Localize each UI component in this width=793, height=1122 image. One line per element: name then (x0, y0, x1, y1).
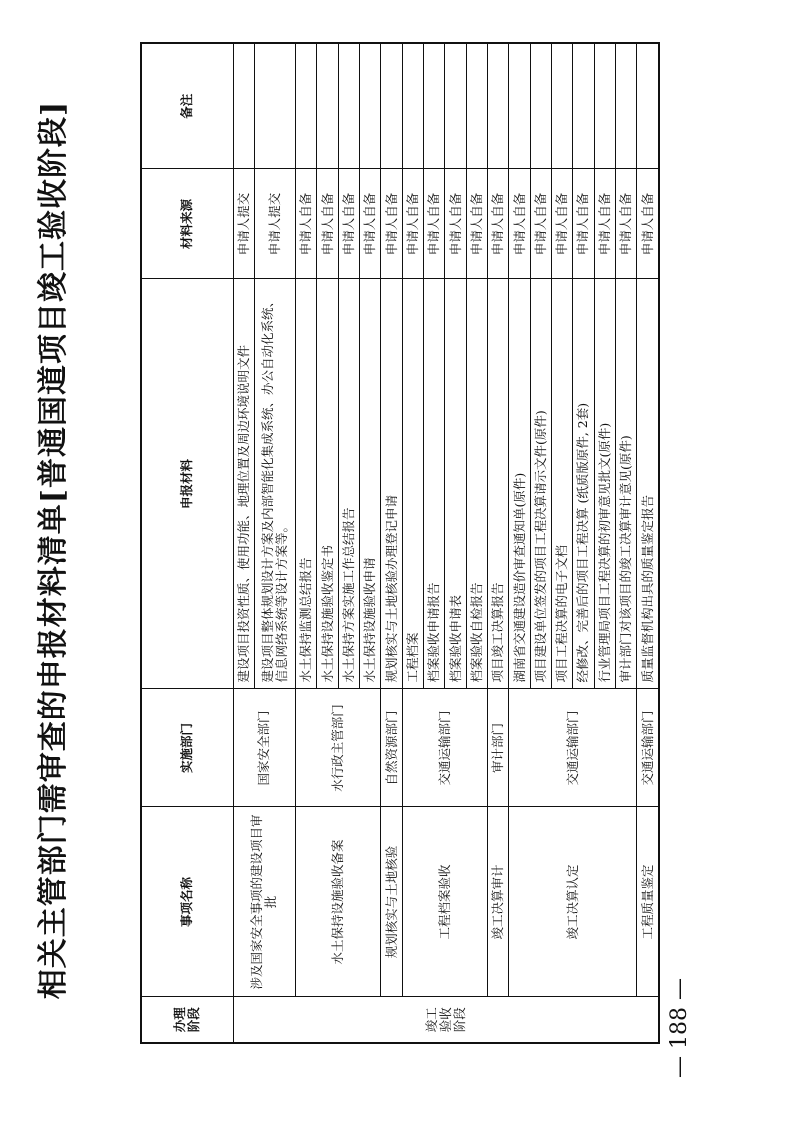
table-row (509, 43, 530, 1043)
material-cell: 档案验收申请报告 (424, 279, 445, 689)
source-cell: 申请人自备 (445, 169, 466, 279)
source-cell: 申请人自备 (615, 169, 636, 279)
material-cell: 水土保持方案实施工作总结报告 (338, 279, 359, 689)
note-cell (296, 43, 317, 169)
table-header-row (141, 43, 233, 1043)
material-cell: 档案验收自检报告 (466, 279, 487, 689)
table-row (637, 43, 659, 1043)
material-cell: 行业管理局项目工程决算的初审意见批文(原件) (594, 279, 615, 689)
material-cell: 审计部门对该项目的竣工决算审计意见(原件) (615, 279, 636, 689)
stage-cell: 竣工验收阶段 (233, 997, 659, 1043)
page-number: — 188 — (667, 978, 692, 1078)
note-cell (317, 43, 338, 169)
dept-cell: 交通运输部门 (509, 689, 637, 807)
item-cell: 竣工决算认定 (509, 807, 637, 997)
source-cell: 申请人自备 (338, 169, 359, 279)
header-source: 材料来源 (141, 169, 233, 279)
source-cell: 申请人自备 (402, 169, 423, 279)
header-material: 申报材料 (141, 279, 233, 689)
note-cell (615, 43, 636, 169)
material-cell: 水土保持监测总结报告 (296, 279, 317, 689)
note-cell (509, 43, 530, 169)
item-cell: 水土保持设施验收备案 (296, 807, 381, 997)
note-cell (573, 43, 594, 169)
dept-cell: 交通运输部门 (402, 689, 487, 807)
note-cell (381, 43, 402, 169)
source-cell: 申请人自备 (488, 169, 509, 279)
item-cell: 涉及国家安全事项的建设项目审批 (233, 807, 296, 997)
item-cell: 工程质量鉴定 (637, 807, 659, 997)
dept-cell: 国家安全部门 (233, 689, 296, 807)
table-row (488, 43, 509, 1043)
note-cell (254, 43, 295, 169)
material-cell: 档案验收申请表 (445, 279, 466, 689)
note-cell (233, 43, 254, 169)
material-cell: 水土保持设施验收申请 (360, 279, 381, 689)
source-cell: 申请人自备 (317, 169, 338, 279)
source-cell: 申请人自备 (424, 169, 445, 279)
material-cell: 项目竣工决算报告 (488, 279, 509, 689)
note-cell (552, 43, 573, 169)
source-cell: 申请人自备 (466, 169, 487, 279)
dept-cell: 交通运输部门 (637, 689, 659, 807)
header-dept: 实施部门 (141, 689, 233, 807)
material-cell: 建设项目投资性质、使用功能、地理位置及周边环境说明文件 (233, 279, 254, 689)
note-cell (530, 43, 551, 169)
material-cell: 水土保持设施验收鉴定书 (317, 279, 338, 689)
source-cell: 申请人自备 (573, 169, 594, 279)
header-stage: 办理阶段 (141, 997, 233, 1043)
note-cell (360, 43, 381, 169)
note-cell (445, 43, 466, 169)
table-row (381, 43, 402, 1043)
source-cell: 申请人自备 (552, 169, 573, 279)
materials-table (140, 42, 660, 1044)
source-cell: 申请人提交 (233, 169, 254, 279)
page-title: 相关主管部门需审查的申报材料清单[普通国道项目竣工验收阶段] (36, 100, 71, 1000)
material-cell: 湖南省交通建设造价审查通知单(原件) (509, 279, 530, 689)
header-note: 备注 (141, 43, 233, 169)
material-cell: 项目工程决算的电子文档 (552, 279, 573, 689)
dept-cell: 自然资源部门 (381, 689, 402, 807)
header-item: 事项名称 (141, 807, 233, 997)
source-cell: 申请人自备 (530, 169, 551, 279)
source-cell: 申请人自备 (360, 169, 381, 279)
dept-cell: 审计部门 (488, 689, 509, 807)
material-cell: 经修改、完善后的项目工程决算 (纸质版原件, 2套) (573, 279, 594, 689)
item-cell: 工程档案验收 (402, 807, 487, 997)
source-cell: 申请人自备 (296, 169, 317, 279)
material-cell: 工程档案 (402, 279, 423, 689)
table-row (402, 43, 423, 1043)
source-cell: 申请人自备 (381, 169, 402, 279)
source-cell: 申请人自备 (509, 169, 530, 279)
note-cell (594, 43, 615, 169)
table-row (296, 43, 317, 1043)
table-row (233, 43, 254, 1043)
material-cell: 建设项目整体规划设计方案及内部智能化集成系统、办公自动化系统、信息网络系统等设计方案等。 (254, 279, 295, 689)
dept-cell: 水行政主管部门 (296, 689, 381, 807)
source-cell: 申请人自备 (594, 169, 615, 279)
note-cell (424, 43, 445, 169)
note-cell (488, 43, 509, 169)
source-cell: 申请人自备 (637, 169, 659, 279)
note-cell (637, 43, 659, 169)
material-cell: 规划核实与土地核验办理登记申请 (381, 279, 402, 689)
note-cell (338, 43, 359, 169)
item-cell: 竣工决算审计 (488, 807, 509, 997)
material-cell: 项目建设单位签发的项目工程决算请示文件(原件) (530, 279, 551, 689)
note-cell (402, 43, 423, 169)
source-cell: 申请人提交 (254, 169, 295, 279)
material-cell: 质量监督机构出具的质量鉴定报告 (637, 279, 659, 689)
note-cell (466, 43, 487, 169)
item-cell: 规划核实与土地核验 (381, 807, 402, 997)
